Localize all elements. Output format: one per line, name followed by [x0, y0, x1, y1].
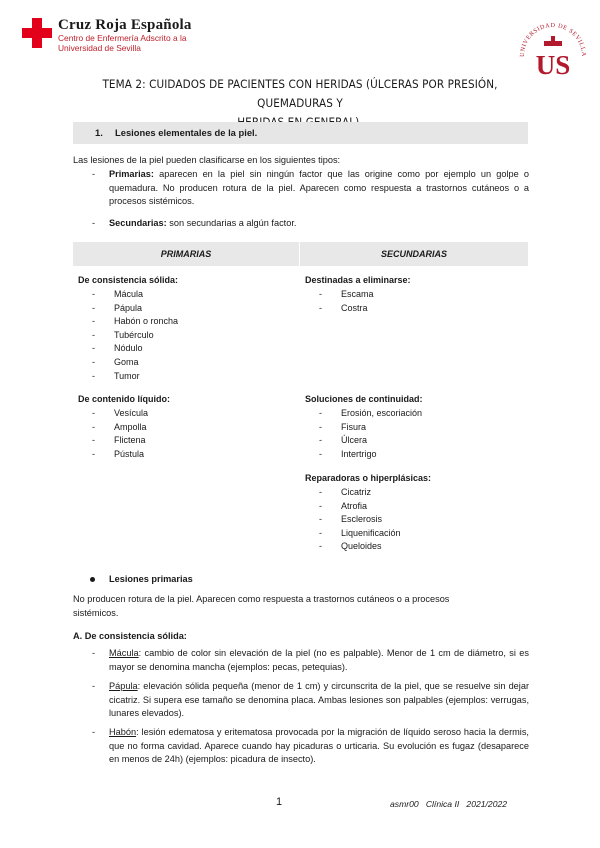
section-heading: [73, 122, 528, 144]
group-list: [319, 486, 401, 554]
bullet-icon: [90, 577, 95, 582]
seal-arc-text: UNIVERSIDAD DE SEVILLA: [518, 21, 588, 58]
university-seal-icon: [514, 14, 592, 78]
definition-text: : lesión edematosa y eritematosa provocada por la migración de líquido seroso hacia la dermis, que no forma cavidad. Aparece cuando hay picaduras o urticaria. Su evolución es fugaz (desaparece en menos de 24h) (ejemplos: picadura de insecto).: [109, 727, 529, 764]
group-list: [319, 288, 374, 315]
type-text: son secundarias a algún factor.: [169, 218, 297, 228]
list-item: - Goma: [92, 356, 139, 367]
cruz-roja-logo: [22, 17, 192, 54]
list-item: - Tubérculo: [92, 329, 154, 340]
list-item: - Mácula: [92, 289, 144, 299]
logo-line1: Centro de Enfermería Adscrito a la: [58, 33, 187, 44]
list-item: - Costra: [319, 302, 368, 313]
logo-name: Cruz Roja Española: [58, 17, 192, 33]
group-heading: Destinadas a eliminarse:: [305, 275, 411, 285]
definition-macula: [109, 647, 529, 674]
document-page: Cruz Roja Española Centro de Enfermería Adscrito a la Universidad de Sevilla UNIVERSIDAD DE SEVILLA US TEMA 2: CUIDADOS DE PACIENTES CON HERIDAS (ÚLCERAS POR PRESIÓN, QUEMADURAS Y 1. Lesiones elementales de la piel. Las lesiones de la piel pueden clasificarse en los siguientes tipos: - Primarias: aparecen en la piel sin ningún factor que las origine como por ejemplo un golpe o quemadura. No producen rotura de la piel. Aparecen como respuesta a trastornos cutáneos o a procesos sistémicos. - Secundarias: son secundarias a algún factor. PRIMARIAS SECUNDARIAS De consistencia sólida: - Mácula - Pápula - Habón o roncha - Tubérculo - Nódulo - Goma - Tumor De contenido líquido: - Vesícula - Ampolla - Flictena - Pústula Destinadas a eliminarse: - Escama - Costra Soluciones de continuidad: - Erosión, escoriación - Fisura - Úlcera - Intertrigo Reparadoras o hiperplásicas: - Cicatriz - Atrofia - Esclerosis - Liquenificación - Queloides Lesiones primarias No producen rotura de la piel. Aparecen como respuesta a trastornos cutáneos o a procesos sistémicos. A. De consistencia sólida: - Mácula: cambio de color sin elevación de la piel (no es palpable). Menor de 1 cm de diámetro, si es mayor se denomina mancha (ejemplos: pecas, petequias). - Pápula: elevación sólida pequeña (menor de 1 cm) y circunscrita de la piel, que se resuelve sin dejar cicatriz. Si supera ese tamaño se denomina placa. Ambas lesiones son palpables (ejemplos: verrugas, lunares elevados). - Habón: lesión edematosa y eritematosa provocada por la migración de líquido seroso hacia la dermis, que no forma cavidad. Aparece cuando hay picaduras o urticaria. Su evolución es fugaz (desaparece en menos de 24h) (ejemplos: picadura de insecto). 1 asmr00 Clínica II 2021/2022: [0, 0, 600, 848]
type-term: Secundarias:: [109, 218, 167, 228]
group-list: [92, 288, 179, 383]
type-secundarias: [109, 217, 529, 231]
list-item: - Erosión, escoriación: [319, 408, 423, 418]
type-text: aparecen en la piel sin ningún factor que las origine como por ejemplo un golpe o quemadura. No producen rotura de la piel. Aparecen como respuesta a trastornos cutáneos o a procesos sistémicos.: [109, 169, 529, 206]
title-line-1: TEMA 2: CUIDADOS DE PACIENTES CON HERIDAS (ÚLCERAS POR PRESIÓN, QUEMADURAS Y: [102, 77, 498, 110]
list-item: - Esclerosis: [319, 514, 383, 525]
footer-info: asmr00 Clínica II 2021/2022: [390, 799, 508, 809]
definition-text: : cambio de color sin elevación de la piel (no es palpable). Menor de 1 cm de diámetro, si es mayor se denomina mancha (ejemplos: pecas, petequias).: [109, 648, 529, 672]
list-item: - Vesícula: [92, 408, 149, 418]
list-item: - Liquenificación: [319, 527, 401, 538]
section-number: 1.: [95, 127, 103, 138]
subheading: A. De consistencia sólida:: [73, 631, 187, 641]
type-primarias: [109, 168, 529, 209]
definition-papula: [109, 680, 529, 721]
group-list: [319, 407, 423, 461]
group-heading: De contenido líquido:: [78, 394, 170, 404]
definition-term: Mácula: [109, 648, 139, 658]
section-title: Lesiones elementales de la piel.: [115, 127, 258, 138]
group-heading: Soluciones de continuidad:: [305, 394, 423, 404]
list-item: - Ampolla: [92, 421, 147, 432]
group-heading: Reparadoras o hiperplásicas:: [305, 473, 432, 483]
list-item: - Escama: [319, 289, 374, 299]
definition-term: Habón: [109, 727, 137, 737]
table-header-primarias: PRIMARIAS: [73, 242, 299, 266]
list-item: - Habón o roncha: [92, 316, 179, 327]
list-item: - Flictena: [92, 435, 146, 446]
list-item: - Pápula: [92, 302, 143, 313]
list-item: - Cicatriz: [319, 487, 372, 497]
list-item: - Fisura: [319, 421, 367, 432]
type-term: Primarias:: [109, 169, 154, 179]
primary-bullet-heading: Lesiones primarias: [109, 574, 193, 584]
table-header-secundarias: SECUNDARIAS: [300, 242, 528, 266]
list-item: - Tumor: [92, 370, 140, 381]
definition-text: : elevación sólida pequeña (menor de 1 cm) y circunscrita de la piel, que se resuelve sin dejar cicatriz. Si supera ese tamaño se denomina placa. Ambas lesiones son palpables (ejemplos: verrugas, lunares elevados).: [109, 681, 529, 718]
list-item: - Atrofia: [319, 500, 368, 511]
intro-text: Las lesiones de la piel pueden clasificarse en los siguientes tipos:: [73, 155, 341, 165]
list-item: - Pústula: [92, 448, 145, 459]
page-number: 1: [276, 796, 283, 808]
primary-text: No producen rotura de la piel. Aparecen como respuesta a trastornos cutáneos o a procesos sistémicos.: [73, 594, 450, 618]
definition-habon: [109, 726, 529, 767]
red-cross-icon: [22, 18, 52, 48]
logo-line2: Universidad de Sevilla: [58, 42, 141, 53]
list-item: - Nódulo: [92, 343, 143, 354]
group-heading: De consistencia sólida:: [78, 275, 179, 285]
list-item: - Intertrigo: [319, 448, 377, 459]
seal-monogram: US: [535, 50, 571, 78]
list-item: - Queloides: [319, 541, 382, 552]
definition-term: Pápula: [109, 681, 138, 691]
group-list: [92, 407, 149, 461]
list-item: - Úlcera: [319, 435, 368, 446]
